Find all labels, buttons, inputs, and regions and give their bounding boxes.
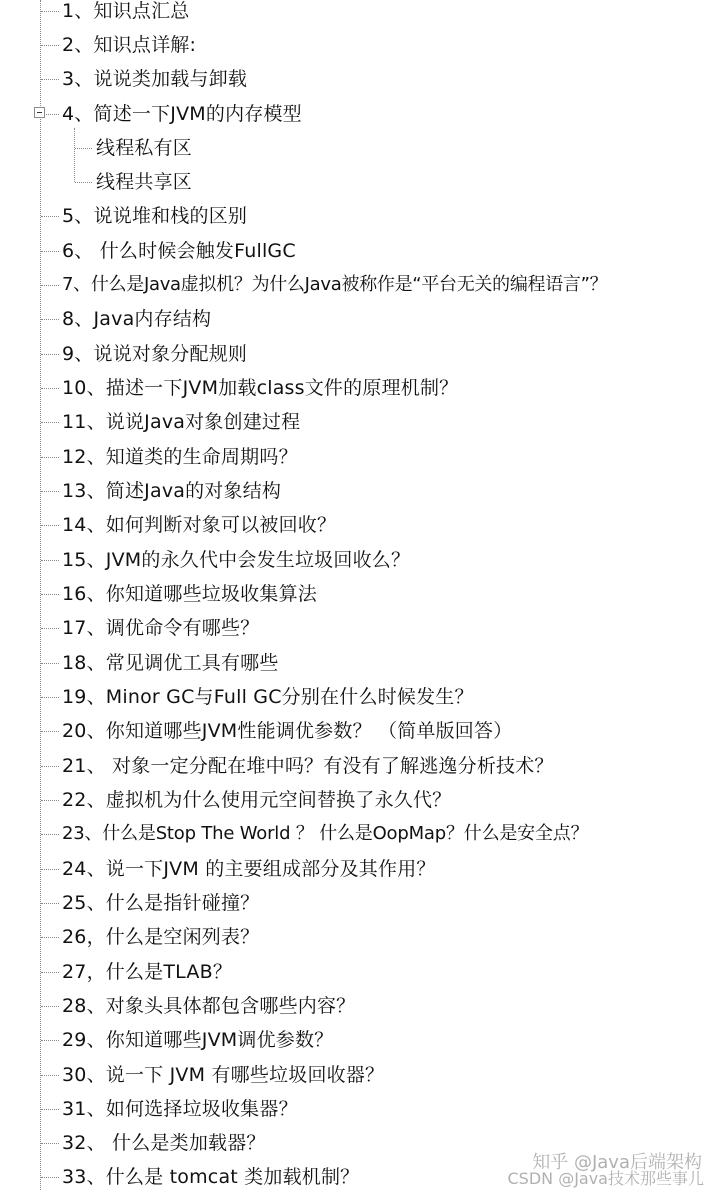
tree-item-label: 12、知道类的生命周期吗？ — [62, 446, 298, 468]
tree-branch-line — [41, 491, 59, 492]
tree-branch-line — [41, 525, 59, 526]
tree-item-label: 20、你知道哪些JVM性能调优参数？ （简单版回答） — [62, 720, 513, 742]
tree-item-label: 23、什么是Stop The World ？ 什么是OopMap？什么是安全点？ — [62, 823, 589, 844]
watermark-csdn: CSDN @Java技术那些事儿 — [507, 1169, 704, 1188]
tree-branch-line — [41, 319, 59, 320]
tree-branch-line — [41, 594, 59, 595]
tree-branch-line — [41, 1143, 59, 1144]
tree-item-2[interactable] — [0, 28, 720, 62]
tree-item-26[interactable] — [0, 920, 720, 954]
tree-branch-line — [41, 1109, 59, 1110]
tree-branch-line — [41, 937, 59, 938]
tree-item-label: 32、 什么是类加载器？ — [62, 1132, 266, 1154]
tree-item-label: 18、常见调优工具有哪些 — [62, 652, 279, 674]
tree-branch-line — [75, 182, 92, 183]
tree-item-label: 25、什么是指针碰撞？ — [62, 892, 260, 914]
tree-item-9[interactable] — [0, 337, 720, 371]
tree-item-label: 9、说说对象分配规则 — [62, 343, 248, 365]
tree-branch-line — [41, 628, 59, 629]
tree-item-label: 26，什么是空闲列表？ — [62, 926, 260, 948]
tree-item-18[interactable] — [0, 646, 720, 680]
tree-branch-line — [41, 560, 59, 561]
tree-item-11[interactable] — [0, 405, 720, 439]
tree-item-label: 30、说一下 JVM 有哪些垃圾回收器？ — [62, 1064, 385, 1086]
tree-subitem-private-area[interactable] — [0, 131, 720, 165]
tree-item-16[interactable] — [0, 577, 720, 611]
tree-item-label: 17、调优命令有哪些？ — [62, 617, 260, 639]
tree-branch-line — [41, 869, 59, 870]
tree-branch-line — [41, 766, 59, 767]
tree-branch-line — [46, 114, 59, 115]
tree-item-1[interactable] — [0, 0, 720, 28]
tree-branch-line — [41, 834, 59, 835]
tree-item-label: 8、Java内存结构 — [62, 308, 212, 330]
tree-branch-line — [41, 903, 59, 904]
tree-item-label: 4、简述一下JVM的内存模型 — [62, 103, 302, 125]
tree-item-label: 16、你知道哪些垃圾收集算法 — [62, 583, 317, 605]
tree-item-8[interactable] — [0, 302, 720, 336]
tree-item-21[interactable] — [0, 749, 720, 783]
tree-item-label: 2、知识点详解: — [62, 34, 197, 56]
tree-branch-line — [41, 800, 59, 801]
tree-branch-line — [41, 285, 59, 286]
tree-subitem-shared-area[interactable] — [0, 165, 720, 199]
tree-item-20[interactable] — [0, 714, 720, 748]
tree-item-13[interactable] — [0, 474, 720, 508]
tree-branch-line — [41, 79, 59, 80]
tree-item-label: 5、说说堆和栈的区别 — [62, 205, 248, 227]
tree-branch-line — [41, 422, 59, 423]
tree-item-31[interactable] — [0, 1092, 720, 1126]
tree-branch-line — [41, 251, 59, 252]
tree-branch-line — [41, 457, 59, 458]
tree-item-label: 28、对象头具体都包含哪些内容？ — [62, 995, 356, 1017]
tree-item-24[interactable] — [0, 852, 720, 886]
tree-item-label: 13、简述Java的对象结构 — [62, 480, 282, 502]
tree-item-23[interactable] — [0, 817, 720, 851]
tree-item-28[interactable] — [0, 989, 720, 1023]
tree-item-label: 15、JVM的永久代中会发生垃圾回收么？ — [62, 549, 411, 571]
tree-item-label: 33、什么是 tomcat 类加载机制？ — [62, 1166, 360, 1188]
tree-item-7[interactable] — [0, 268, 720, 302]
tree-item-label: 线程私有区 — [96, 137, 193, 159]
tree-item-label: 14、如何判断对象可以被回收？ — [62, 514, 337, 536]
tree-item-label: 7、什么是Java虚拟机？为什么Java被称作是“平台无关的编程语言”？ — [62, 274, 608, 295]
tree-item-label: 21、 对象一定分配在堆中吗？有没有了解逃逸分析技术？ — [62, 755, 554, 777]
tree-item-27[interactable] — [0, 955, 720, 989]
tree-item-5[interactable] — [0, 199, 720, 233]
tree-item-14[interactable] — [0, 508, 720, 542]
tree-branch-line — [75, 148, 92, 149]
tree-branch-line — [41, 731, 59, 732]
tree-item-label: 线程共享区 — [96, 171, 193, 193]
tree-item-label: 31、如何选择垃圾收集器？ — [62, 1098, 298, 1120]
tree-branch-line — [41, 1040, 59, 1041]
tree-item-label: 22、虚拟机为什么使用元空间替换了永久代？ — [62, 789, 452, 811]
tree-item-22[interactable] — [0, 783, 720, 817]
collapse-toggle-icon[interactable] — [34, 107, 45, 118]
tree-item-15[interactable] — [0, 543, 720, 577]
tree-item-6[interactable] — [0, 234, 720, 268]
tree-branch-line — [41, 663, 59, 664]
tree-item-25[interactable] — [0, 886, 720, 920]
tree-item-label: 24、说一下JVM 的主要组成部分及其作用？ — [62, 858, 436, 880]
tree-item-label: 10、描述一下JVM加载class文件的原理机制？ — [62, 377, 459, 399]
tree-item-label: 3、说说类加载与卸载 — [62, 68, 248, 90]
tree-branch-line — [41, 972, 59, 973]
tree-item-10[interactable] — [0, 371, 720, 405]
tree-item-label: 6、 什么时候会触发FullGC — [62, 240, 296, 262]
tree-branch-line — [41, 1006, 59, 1007]
tree-item-12[interactable] — [0, 440, 720, 474]
watermark-zhihu: 知乎 @Java后端架构 — [532, 1152, 702, 1173]
tree-item-3[interactable] — [0, 62, 720, 96]
tree-branch-line — [41, 354, 59, 355]
tree-branch-line — [41, 1075, 59, 1076]
tree-branch-line — [41, 216, 59, 217]
tree-item-29[interactable] — [0, 1023, 720, 1057]
tree-branch-line — [41, 1177, 59, 1178]
tree-item-label: 19、Minor GC与Full GC分别在什么时候发生？ — [62, 686, 474, 708]
tree-item-label: 1、知识点汇总 — [62, 0, 190, 22]
tree-item-4[interactable] — [0, 97, 720, 131]
tree-item-19[interactable] — [0, 680, 720, 714]
tree-branch-line — [41, 697, 59, 698]
tree-item-30[interactable] — [0, 1058, 720, 1092]
tree-item-label: 27，什么是TLAB？ — [62, 961, 233, 983]
tree-item-17[interactable] — [0, 611, 720, 645]
tree-item-label: 11、说说Java对象创建过程 — [62, 411, 301, 433]
tree-branch-line — [41, 11, 59, 12]
tree-branch-line — [41, 45, 59, 46]
tree-item-label: 29、你知道哪些JVM调优参数？ — [62, 1029, 334, 1051]
tree-branch-line — [41, 388, 59, 389]
